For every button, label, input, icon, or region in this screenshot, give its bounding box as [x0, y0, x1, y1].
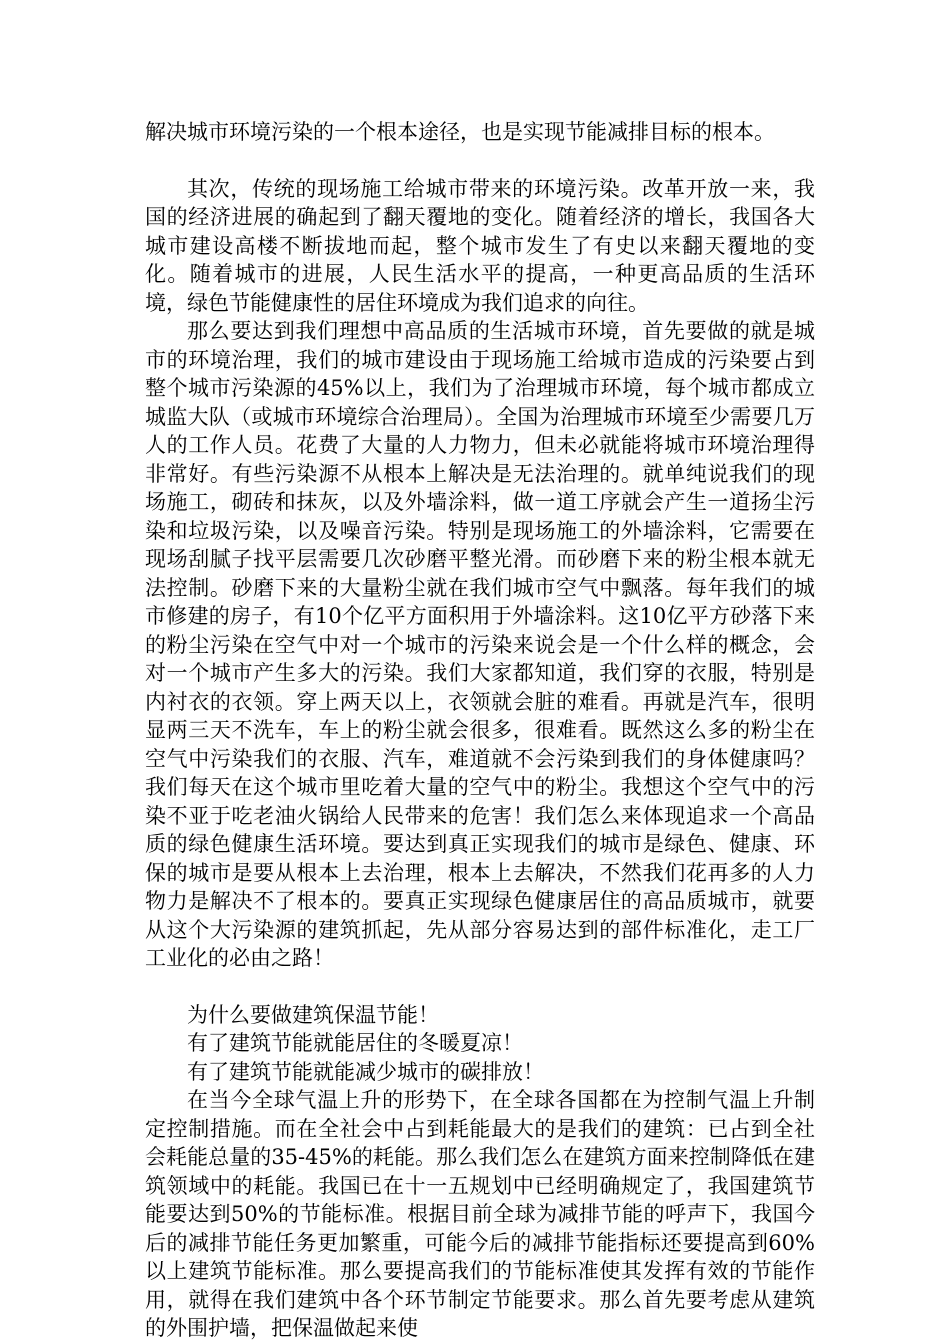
- heading-why-insulation: 为什么要做建筑保温节能！: [187, 1002, 439, 1027]
- paragraph-construction-pollution: 其次，传统的现场施工给城市带来的环境污染。改革开放一来，我国的经济进展的确起到了翻天覆地的变化。随着经济的增长，我国各大城市建设高楼不断拔地而起，整个城市发生了有史以来翻天覆地的变化。随着城市的进展，人民生活水平的提高，一种更高品质的生活环境，绿色节能健康性的居住环境成为我们追求的向往。: [145, 176, 815, 315]
- document-page: [145, 118, 815, 1343]
- line-reduce-carbon: 有了建筑节能就能减少城市的碳排放！: [187, 1059, 544, 1084]
- paragraph-global-warming: 在当今全球气温上升的形势下，在全球各国都在为控制气温上升制定控制措施。而在全社会中占到耗能最大的是我们的建筑：已占到全社会耗能总量的35-45%的耗能。那么我们怎么在建筑方面来控制降低在建筑领域中的耗能。我国已在十一五规划中已经明确规定了，我国建筑节能要达到50%的节能标准。根据目前全球为减排节能的呼声下，我国今后的减排节能任务更加繁重，可能今后的减排节能指标还要提高到60%以上建筑节能标准。那么要提高我们的节能标准使其发挥有效的节能作用，就得在我们建筑中各个环节制定节能要求。那么首先要考虑从建筑的外围护墙，把保温做起来使: [145, 1088, 815, 1340]
- paragraph-intro: 解决城市环境污染的一个根本途径，也是实现节能减排目标的根本。: [145, 120, 775, 144]
- paragraph-environment-governance: 那么要达到我们理想中高品质的生活城市环境，首先要做的就是城市的环境治理，我们的城市建设由于现场施工给城市造成的污染要占到整个城市污染源的45%以上，我们为了治理城市环境，每个城市都成立城监大队（或城市环境综合治理局）。全国为治理城市环境至少需要几万人的工作人员。花费了大量的人力物力，但未必就能将城市环境治理得非常好。有些污染源不从根本上解决是无法治理的。就单纯说我们的现场施工，砌砖和抹灰，以及外墙涂料，做一道工序就会产生一道扬尘污染和垃圾污染，以及噪音污染。特别是现场施工的外墙涂料，它需要在现场刮腻子找平层需要几次砂磨平整光滑。而砂磨下来的粉尘根本就无法控制。砂磨下来的大量粉尘就在我们城市空气中飘落。每年我们的城市修建的房子，有10个亿平方面积用于外墙涂料。这10亿平方砂落下来的粉尘污染在空气中对一个城市的污染来说会是一个什么样的概念，会对一个城市产生多大的污染。我们大家都知道，我们穿的衣服，特别是内衬衣的衣领。穿上两天以上，衣领就会脏的难看。再就是汽车，很明显两三天不洗车，车上的粉尘就会很多，很难看。既然这么多的粉尘在空气中污染我们的衣服、汽车，难道就不会污染到我们的身体健康吗？我们每天在这个城市里吃着大量的空气中的粉尘。我想这个空气中的污染不亚于吃老油火锅给人民带来的危害！我们怎么来体现追求一个高品质的绿色健康生活环境。要达到真正实现我们的城市是绿色、健康、环保的城市是要从根本上去治理，根本上去解决，不然我们花再多的人力物力是解决不了根本的。要真正实现绿色健康居住的高品质城市，就要从这个大污染源的建筑抓起，先从部分容易达到的部件标准化，走工厂工业化的必由之路！: [145, 319, 815, 970]
- paragraph-gap: [145, 147, 815, 175]
- line-warm-winter-cool-summer: 有了建筑节能就能居住的冬暖夏凉！: [187, 1031, 523, 1055]
- paragraph-gap: [145, 973, 815, 1001]
